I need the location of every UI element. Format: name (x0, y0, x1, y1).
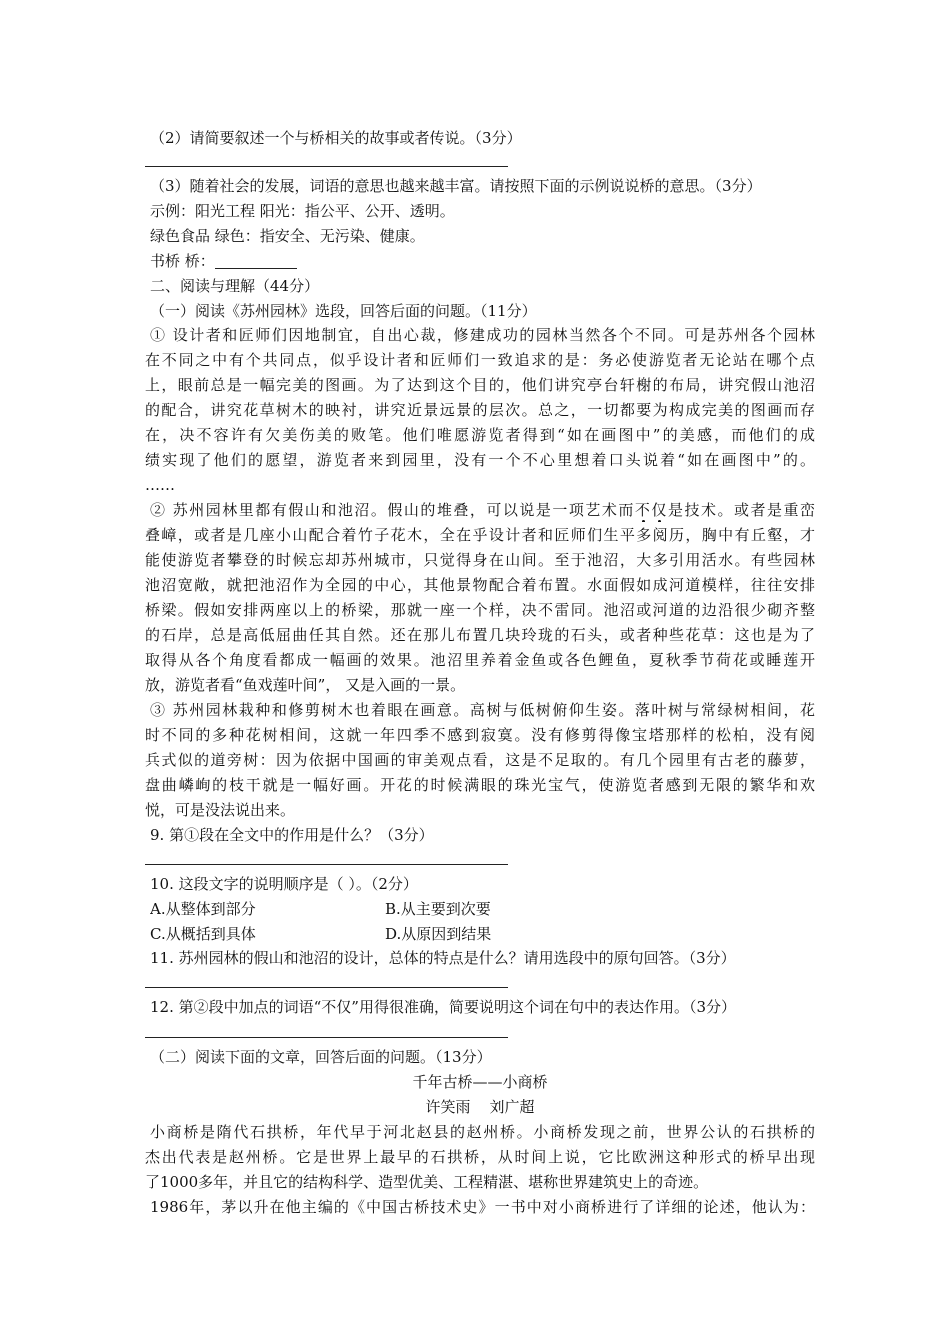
article-paragraph-line: 小商桥是隋代石拱桥，年代早于河北赵县的赵州桥。小商桥发现之前，世界公认的石拱桥的 (150, 1123, 815, 1141)
paragraph-1-line: 的配合，讲究花草树木的映衬，讲究近景远景的层次。总之，一切都要为构成完美的图画而存 (145, 401, 815, 419)
paragraph-1-line: 绩实现了他们的愿望，游览者来到园里，没有一个不心里想着口头说着“如在画图中”的。 (145, 451, 815, 469)
option-c[interactable]: C.从概括到具体 (150, 925, 256, 943)
question-12: 12. 第②段中加点的词语“不仅”用得很准确，简要说明这个词在句中的表达作用。（3分） (150, 998, 737, 1016)
article-paragraph-line: 杰出代表是赵州桥。它是世界上最早的石拱桥，从时间上说，它比欧洲这种形式的桥早出现 (145, 1148, 815, 1166)
paragraph-2-line: 叠嶂，或者是几座小山配合着竹子花木，全在乎设计者和匠师们生平多阅历，胸中有丘壑，才 (145, 526, 815, 544)
question-3-example-2: 绿色食品 绿色：指安全、无污染、健康。 (150, 227, 425, 245)
paragraph-2-line: 桥梁。假如安排两座以上的桥梁，那就一座一个样，决不雷同。池沼或河道的边沿很少砌齐整 (145, 601, 815, 619)
question-3-task-label: 书桥 桥： (150, 252, 215, 270)
answer-line-q9[interactable] (145, 864, 508, 865)
paragraph-1-line: 在，决不容许有欠美伤美的败笔。他们唯愿游览者得到“如在画图中”的美感，而他们的成 (145, 426, 815, 444)
question-10-prompt: 10. 这段文字的说明顺序是（ ）。（2分） (150, 875, 418, 893)
emphasis-dot-char: 仅 (651, 501, 668, 519)
paragraph-1-line: 上，眼前总是一幅完美的图画。为了达到这个目的，他们讲究亭台轩榭的布局，讲究假山池沼 (145, 376, 815, 394)
question-9: 9. 第①段在全文中的作用是什么？（3分） (150, 826, 434, 844)
article-authors: 许笑雨 刘广超 (425, 1098, 535, 1116)
paragraph-2-line: 池沼宽敞，就把池沼作为全园的中心，其他景物配合着布置。水面假如成河道模样，往往安排 (145, 576, 815, 594)
paragraph-2-line: 放，游览者看“鱼戏莲叶间”， 又是入画的一景。 (145, 676, 466, 694)
paragraph-3-line: ③ 苏州园林栽种和修剪树木也着眼在画意。高树与低树俯仰生姿。落叶树与常绿树相间，花 (150, 701, 815, 719)
answer-blank-q3[interactable] (215, 252, 297, 269)
question-10-options-row-2 (150, 922, 550, 946)
option-b[interactable]: B.从主要到次要 (385, 900, 491, 918)
paragraph-3-line: 兵式似的道旁树：因为依据中国画的审美观点看，这是不足取的。有几个园里有古老的藤萝， (145, 751, 815, 769)
part-1-heading: （一）阅读《苏州园林》选段，回答后面的问题。（11分） (150, 302, 537, 320)
question-2: （2）请简要叙述一个与桥相关的故事或者传说。（3分） (150, 129, 522, 147)
option-a[interactable]: A.从整体到部分 (150, 900, 256, 918)
question-11: 11. 苏州园林的假山和池沼的设计，总体的特点是什么？请用选段中的原句回答。（3分） (150, 949, 736, 967)
question-3-example-1: 示例：阳光工程 阳光：指公平、公开、透明。 (150, 202, 455, 220)
section-2-heading: 二、阅读与理解（44分） (150, 277, 320, 295)
paragraph-2-line: ② 苏州园林里都有假山和池沼。假山的堆叠，可以说是一项艺术而不仅是技术。或者是重峦 (150, 501, 815, 519)
article-title: 千年古桥——小商桥 (412, 1073, 548, 1091)
option-d[interactable]: D.从原因到结果 (385, 925, 492, 943)
question-10-options-row-1 (150, 897, 550, 921)
paragraph-1-ellipsis: …… (145, 476, 175, 494)
answer-line-q2[interactable] (145, 166, 508, 167)
paragraph-3-line: 盘曲嶙峋的枝干就是一幅好画。开花的时候满眼的珠光宝气，使游览者感到无限的繁华和欢 (145, 776, 815, 794)
paragraph-3-line: 悦，可是没法说出来。 (145, 801, 296, 819)
part-2-heading: （二）阅读下面的文章，回答后面的问题。（13分） (150, 1048, 492, 1066)
answer-line-q12[interactable] (145, 1037, 508, 1038)
question-3-prompt: （3）随着社会的发展，词语的意思也越来越丰富。请按照下面的示例说说桥的意思。（3分） (150, 177, 762, 195)
article-paragraph-line: 1986年，茅以升在他主编的《中国古桥技术史》一书中对小商桥进行了详细的论述，他认为： (150, 1198, 815, 1216)
question-3-task (150, 249, 820, 273)
emphasis-dot-char: 不 (634, 501, 652, 519)
answer-line-q11[interactable] (145, 987, 508, 988)
paragraph-2-line: 取得从各个角度看都成一幅画的效果。池沼里养着金鱼或各色鲤鱼，夏秋季节荷花或睡莲开 (145, 651, 815, 669)
paragraph-2-line: 能使游览者攀登的时候忘却苏州城市，只觉得身在山间。至于池沼，大多引用活水。有些园林 (145, 551, 815, 569)
paragraph-2-line: 的石岸，总是高低屈曲任其自然。还在那儿布置几块玲珑的石头，或者种些花草：这也是为了 (145, 626, 815, 644)
paragraph-1-line: ① 设计者和匠师们因地制宜，自出心裁，修建成功的园林当然各个不同。可是苏州各个园林 (150, 326, 815, 344)
paragraph-3-line: 时不同的多种花树相间，这就一年四季不感到寂寞。没有修剪得像宝塔那样的松柏，没有阅 (145, 726, 815, 744)
article-paragraph-line: 了1000多年，并且它的结构科学、造型优美、工程精湛、堪称世界建筑史上的奇迹。 (145, 1173, 709, 1191)
paragraph-1-line: 在不同之中有个共同点，似乎设计者和匠师们一致追求的是：务必使游览者无论站在哪个点 (145, 351, 815, 369)
